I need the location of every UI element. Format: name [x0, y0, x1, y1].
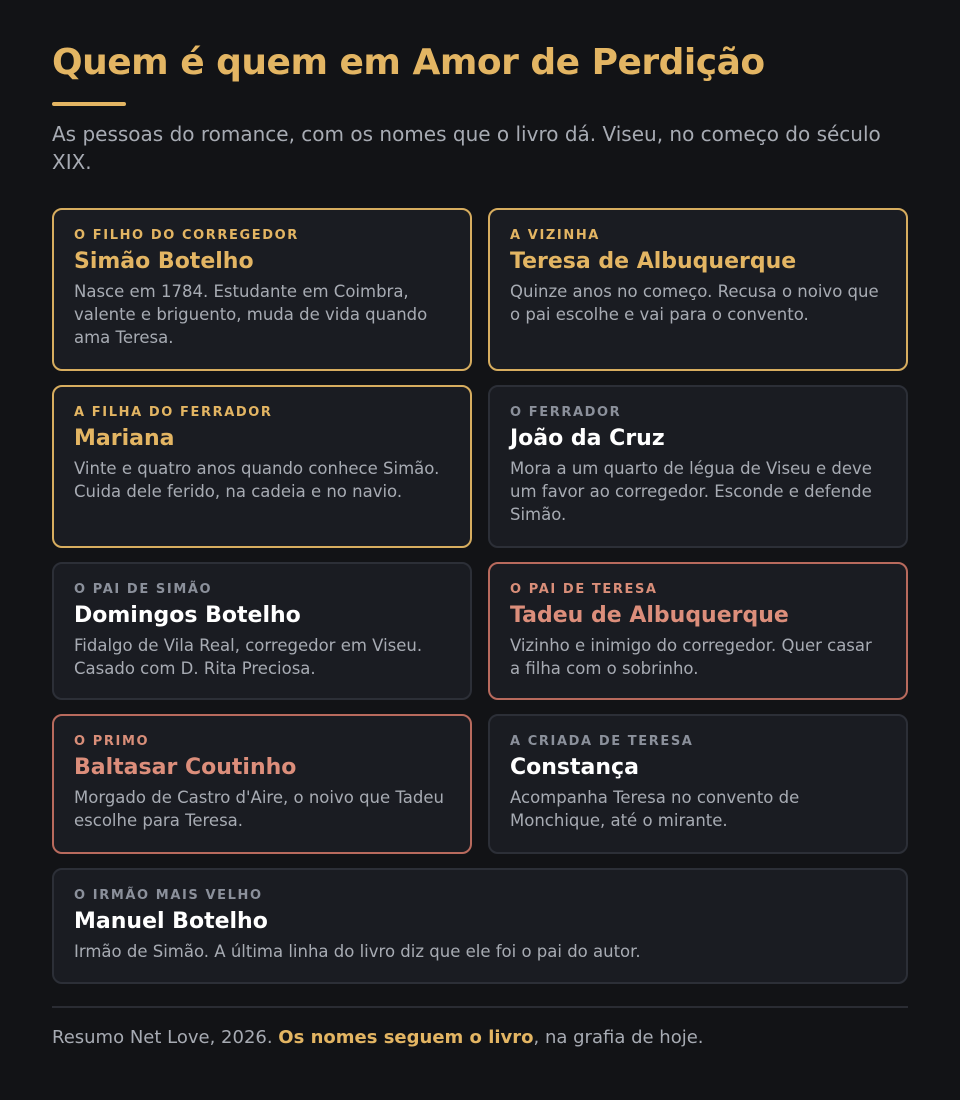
character-description: Acompanha Teresa no convento de Monchique, até o mirante. [510, 788, 800, 830]
character-name: Teresa de Albuquerque [510, 249, 797, 274]
title-underline [52, 102, 126, 106]
character-grid [52, 208, 908, 984]
footer-divider [52, 1006, 908, 1008]
character-description: Irmão de Simão. A última linha do livro diz que ele foi o pai do autor. [74, 942, 641, 961]
character-name: Baltasar Coutinho [74, 755, 297, 780]
character-description: Quinze anos no começo. Recusa o noivo que o pai escolhe e vai para o convento. [510, 282, 879, 324]
character-role: O FERRADOR [510, 405, 622, 420]
character-role: O PAI DE SIMÃO [74, 582, 213, 597]
character-role: A FILHA DO FERRADOR [74, 405, 273, 420]
character-card-teresa [488, 208, 908, 371]
character-role: O PRIMO [74, 734, 150, 749]
footer-prefix: Resumo Net Love, 2026. [52, 1027, 279, 1048]
character-name: João da Cruz [510, 426, 665, 451]
character-description: Nasce em 1784. Estudante em Coimbra, valente e briguento, muda de vida quando ama Teresa. [74, 282, 428, 347]
character-card-domingos [52, 562, 472, 700]
character-name: Domingos Botelho [74, 603, 301, 628]
character-name: Simão Botelho [74, 249, 254, 274]
character-role: O FILHO DO CORREGEDOR [74, 228, 299, 243]
page-title: Quem é quem em Amor de Perdição [52, 42, 765, 83]
character-description: Morgado de Castro d'Aire, o noivo que Tadeu escolhe para Teresa. [74, 788, 444, 830]
character-name: Constança [510, 755, 639, 780]
footer-note [52, 1024, 908, 1052]
character-name: Manuel Botelho [74, 909, 268, 934]
character-role: A VIZINHA [510, 228, 600, 243]
character-card-constanca [488, 714, 908, 854]
character-description: Vinte e quatro anos quando conhece Simão. Cuida dele ferido, na cadeia e no navio. [74, 459, 440, 501]
footer-highlight: Os nomes seguem o livro [278, 1027, 534, 1048]
character-card-mariana [52, 385, 472, 548]
character-description: Vizinho e inimigo do corregedor. Quer casar a filha com o sobrinho. [510, 636, 872, 678]
character-name: Mariana [74, 426, 175, 451]
character-role: O PAI DE TERESA [510, 582, 658, 597]
character-card-joao [488, 385, 908, 548]
character-description: Mora a um quarto de légua de Viseu e deve um favor ao corregedor. Esconde e defende Simão. [510, 459, 872, 524]
character-card-manuel [52, 868, 908, 984]
character-description: Fidalgo de Vila Real, corregedor em Viseu. Casado com D. Rita Preciosa. [74, 636, 423, 678]
footer-suffix: , na grafia de hoje. [533, 1027, 704, 1048]
character-name: Tadeu de Albuquerque [510, 603, 789, 628]
character-role: A CRIADA DE TERESA [510, 734, 694, 749]
character-card-baltasar [52, 714, 472, 854]
character-card-simao [52, 208, 472, 371]
character-role: O IRMÃO MAIS VELHO [74, 888, 263, 903]
page-subtitle: As pessoas do romance, com os nomes que o livro dá. Viseu, no começo do século XIX. [52, 122, 881, 174]
character-card-tadeu [488, 562, 908, 700]
